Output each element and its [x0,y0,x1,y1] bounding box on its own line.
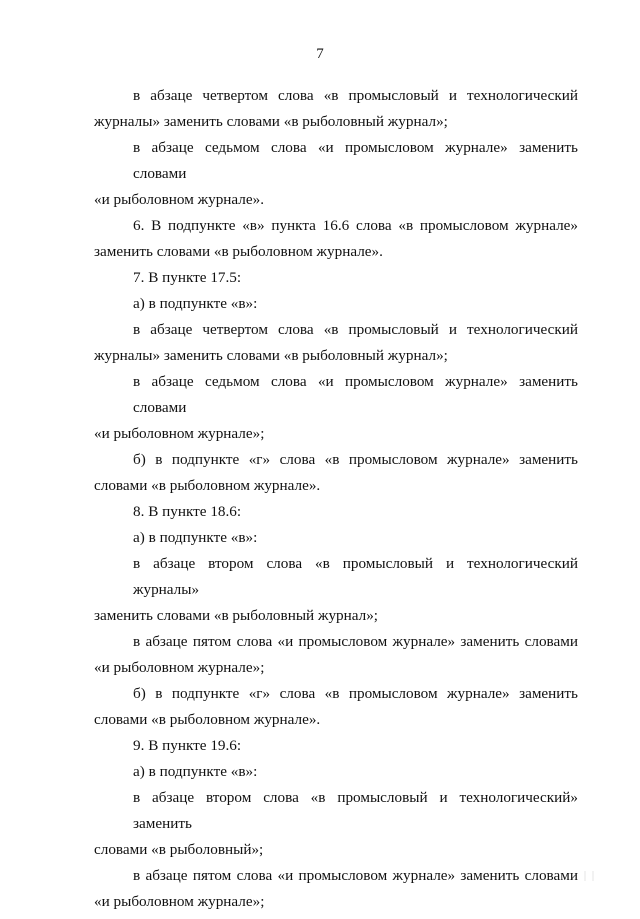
text-line: а) в подпункте «в»: [133,529,258,546]
text-line: журналы» заменить словами «в рыболовный журнал»; [94,113,448,130]
text-line: 7. В пункте 17.5: [133,269,242,286]
paragraph [94,369,578,447]
paragraph [94,863,578,915]
paragraph [94,83,578,135]
text-line: словами «в рыболовный»; [94,841,264,858]
text-line: словами «в рыболовном журнале». [94,477,321,494]
text-line: в абзаце втором слова «в промысловый и технологический журналы» [133,555,578,598]
text-line: заменить словами «в рыболовном журнале». [94,243,383,260]
paragraph [94,629,578,681]
text-line: в абзаце четвертом слова «в промысловый и технологический [133,321,578,338]
paragraph [94,317,578,369]
text-line: а) в подпункте «в»: [133,295,258,312]
text-line: в абзаце седьмом слова «и промысловом журнале» заменить словами [133,373,578,416]
paragraph [94,733,578,759]
paragraph [94,681,578,733]
paragraph [94,265,578,291]
text-line: б) в подпункте «г» слова «в промысловом журнале» заменить [133,451,578,468]
text-line: «и рыболовном журнале»; [94,659,265,676]
document-body [94,83,578,915]
paragraph [94,525,578,551]
paragraph [94,551,578,629]
text-line: в абзаце пятом слова «и промысловом журнале» заменить словами [133,867,578,884]
paragraph [94,759,578,785]
paragraph [94,785,578,863]
paragraph [94,291,578,317]
text-line: 9. В пункте 19.6: [133,737,242,754]
text-line: «и рыболовном журнале»; [94,425,265,442]
text-line: в абзаце четвертом слова «в промысловый и технологический [133,87,578,104]
paragraph [94,447,578,499]
text-line: в абзаце пятом слова «и промысловом журнале» заменить словами [133,633,578,650]
text-line: б) в подпункте «г» слова «в промысловом журнале» заменить [133,685,578,702]
scan-artifact [584,868,604,882]
text-line: заменить словами «в рыболовный журнал»; [94,607,379,624]
text-line: словами «в рыболовном журнале». [94,711,321,728]
text-line: 6. В подпункте «в» пункта 16.6 слова «в промысловом журнале» [133,217,578,234]
text-line: а) в подпункте «в»: [133,763,258,780]
text-line: журналы» заменить словами «в рыболовный журнал»; [94,347,448,364]
text-line: «и рыболовном журнале»; [94,893,265,910]
page-number: 7 [316,46,324,62]
paragraph [94,499,578,525]
text-line: «и рыболовном журнале». [94,191,265,208]
paragraph [94,135,578,213]
text-line: в абзаце втором слова «в промысловый и технологический» заменить [133,789,578,832]
text-line: 8. В пункте 18.6: [133,503,242,520]
text-line: в абзаце седьмом слова «и промысловом журнале» заменить словами [133,139,578,182]
paragraph [94,213,578,265]
